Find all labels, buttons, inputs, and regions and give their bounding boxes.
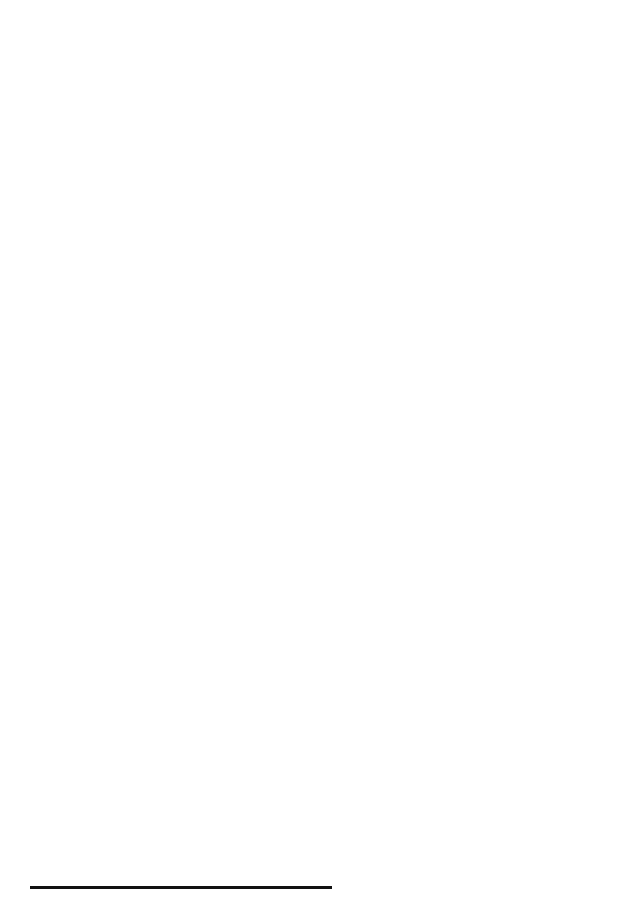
bottom-rule (30, 886, 332, 889)
